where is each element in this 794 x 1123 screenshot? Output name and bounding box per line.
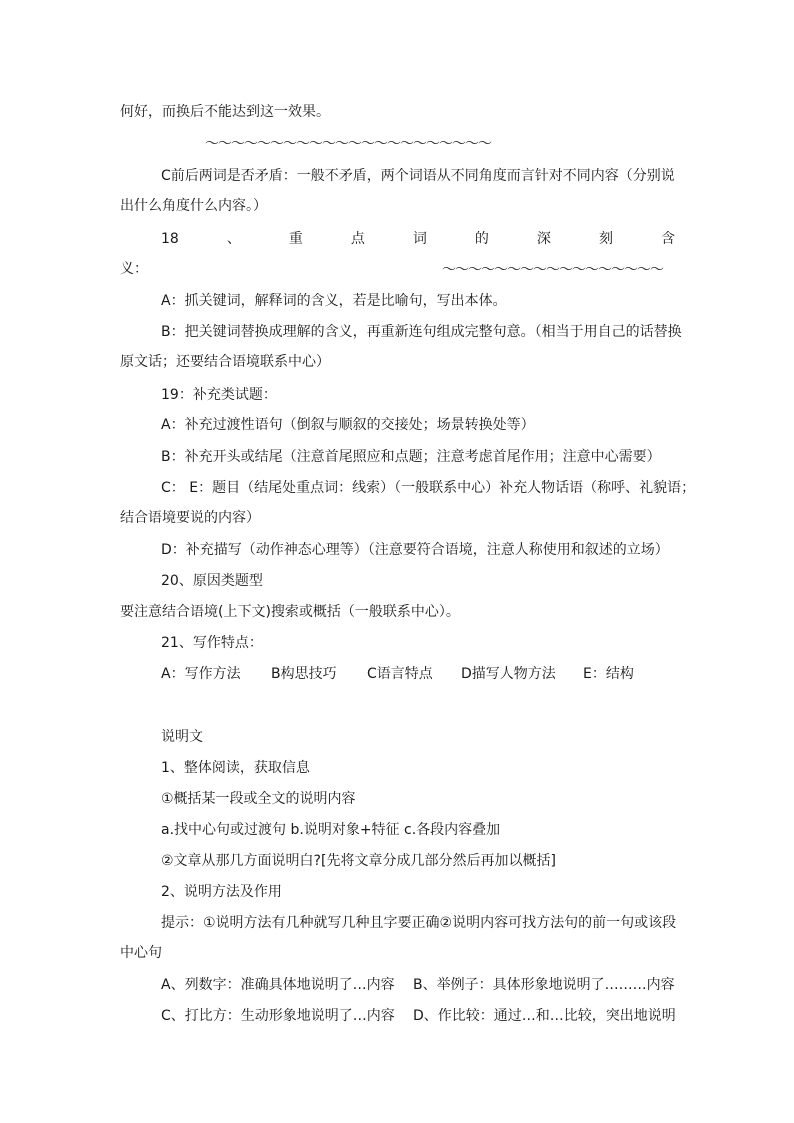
text-line: 何好，而换后不能达到这一效果。	[120, 104, 330, 120]
feature-item: B构思技巧	[271, 666, 337, 682]
text-line: A：补充过渡性语句（倒叙与顺叙的交接处；场景转换处等）	[161, 417, 535, 433]
text-line: 结合语境要说的内容）	[120, 510, 260, 526]
text-line: C前后两词是否矛盾：一般不矛盾，两个词语从不同角度而言针对不同内容（分别说	[161, 168, 675, 184]
heading-char: 、	[226, 231, 241, 247]
heading-char: 的	[474, 231, 489, 247]
text-line: 中心句	[120, 945, 162, 961]
text-line: 义：	[120, 261, 148, 277]
method-item: C、打比方：生动形象地说明了…内容	[161, 1008, 395, 1024]
heading-char: 深	[536, 231, 551, 247]
text-line: a.找中心句或过渡句 b.说明对象+特征 c.各段内容叠加	[161, 822, 501, 838]
heading-char: 重	[288, 231, 303, 247]
heading-char: 含	[660, 231, 675, 247]
text-line: ②文章从那几方面说明白?[先将文章分成几部分然后再加以概括]	[161, 853, 556, 869]
text-line: 2、说明方法及作用	[161, 884, 282, 900]
text-line: B：补充开头或结尾（注意首尾照应和点题；注意考虑首尾作用；注意中心需要）	[161, 449, 661, 465]
heading-char: 刻	[598, 231, 613, 247]
wavy-underline: ～～～～～～～～～～～～～～～～～～～～～～	[205, 136, 491, 152]
wavy-underline: ～～～～～～～～～～～～～～～～～	[442, 262, 663, 278]
method-item: A、列数字：准确具体地说明了…内容	[161, 977, 395, 993]
heading-char: 点	[350, 231, 365, 247]
section-heading: 19：补充类试题：	[161, 387, 277, 403]
method-row	[161, 1006, 675, 1026]
feature-item: E：结构	[583, 666, 634, 682]
heading-char: 18	[161, 231, 179, 247]
text-line: 要注意结合语境(上下文)搜索或概括（一般联系中心）。	[120, 604, 460, 620]
text-line: C： E：题目（结尾处重点词：线索）（一般联系中心）补充人物话语（称呼、礼貌语；	[161, 480, 696, 496]
method-item: D、作比较：通过…和…比较，突出地说明	[413, 1008, 676, 1024]
text-line: D：补充描写（动作神态心理等）（注意要符合语境，注意人称使用和叙述的立场）	[161, 542, 669, 558]
text-line: 原文话；还要结合语境联系中心）	[120, 354, 330, 370]
section-heading: 20、原因类题型	[161, 573, 263, 589]
feature-item: D描写人物方法	[461, 666, 556, 682]
heading-char: 词	[412, 231, 427, 247]
heading-18-justified	[161, 229, 675, 249]
text-line: ①概括某一段或全文的说明内容	[161, 791, 356, 807]
method-item: B、举例子：具体形象地说明了………内容	[413, 977, 675, 993]
text-line: B：把关键词替换成理解的含义，再重新连句组成完整句意。（相当于用自己的话替换	[161, 324, 682, 340]
section-title: 说明文	[161, 729, 203, 745]
method-row	[161, 975, 675, 995]
text-line: 1、整体阅读，获取信息	[161, 760, 310, 776]
feature-item: C语言特点	[367, 666, 433, 682]
section-heading: 21、写作特点：	[161, 635, 263, 651]
text-line: A：抓关键词，解释词的含义，若是比喻句，写出本体。	[161, 293, 507, 309]
text-line: 出什么角度什么内容。）	[120, 198, 267, 214]
feature-item: A：写作方法	[161, 666, 241, 682]
writing-features-row	[161, 664, 675, 684]
text-line: 提示：①说明方法有几种就写几种且字要正确②说明内容可找方法句的前一句或该段	[161, 915, 677, 931]
